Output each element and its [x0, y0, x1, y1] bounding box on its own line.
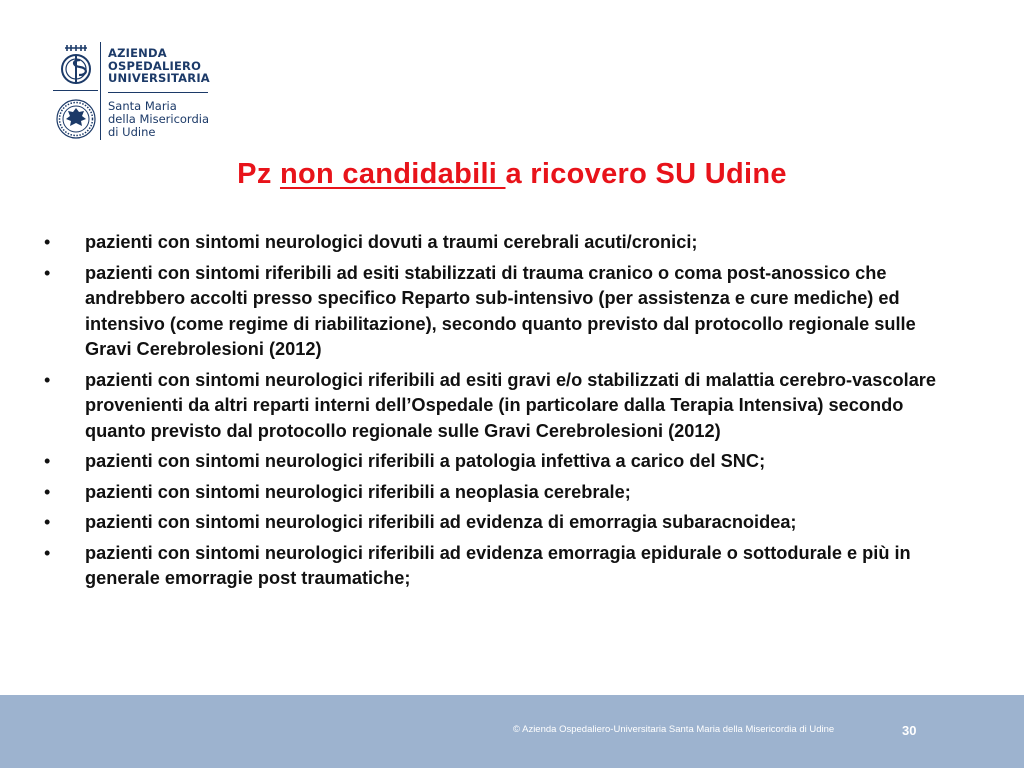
bullet-icon: • [44, 262, 51, 283]
list-item-text: pazienti con sintomi neurologici riferibili ad esiti gravi e/o stabilizzati di malattia cerebro-vascolare provenienti da altri reparti interni dell’Ospedale (in particolare dalla Terapia Intensiva) secondo quanto previsto dal protocollo regionale sulle Gravi Cerebrolesioni (2012) [85, 369, 937, 441]
university-seal-icon [55, 98, 97, 140]
logo-hospital-line: Santa Maria [108, 99, 177, 113]
page-number: 30 [902, 723, 917, 738]
logo-divider-left [53, 90, 98, 91]
list-item-text: pazienti con sintomi neurologici riferibili ad evidenza emorragia epidurale o sottodurale e più in generale emorragie post traumatiche; [85, 542, 911, 588]
bullet-icon: • [44, 512, 51, 532]
logo-org-line: UNIVERSITARIA [108, 71, 210, 85]
logo-hospital-name [108, 100, 209, 139]
title-suffix: a ricovero SU Udine [505, 158, 787, 190]
list-item-text: pazienti con sintomi neurologici riferibili a patologia infettiva a carico del SNC; [85, 451, 766, 471]
logo-org-line: AZIENDA [108, 46, 167, 60]
bullet-icon: • [44, 481, 51, 502]
list-item [44, 230, 964, 256]
list-item-text: pazienti con sintomi neurologici riferibili a neoplasia cerebrale; [85, 481, 631, 502]
list-item [44, 368, 964, 445]
copyright-text: © Azienda Ospedaliero-Universitaria Santa Maria della Misericordia di Udine [513, 724, 835, 735]
logo-divider-vertical [100, 42, 101, 140]
bullet-icon: • [44, 232, 51, 252]
logo-hospital-line: di Udine [108, 125, 156, 139]
footer-bar [0, 695, 1024, 768]
criteria-list [44, 230, 964, 597]
logo-hospital-line: della Misericordia [108, 112, 210, 126]
bullet-icon: • [44, 542, 51, 563]
bullet-icon: • [44, 451, 51, 471]
list-item [44, 510, 964, 536]
logo-divider-right [108, 92, 208, 93]
logo-org-line: OSPEDALIERO [108, 58, 202, 73]
list-item [44, 480, 964, 506]
list-item-text: pazienti con sintomi riferibili ad esiti stabilizzati di trauma cranico o coma post-anossico che andrebbero accolti presso specifico Reparto sub-intensivo (per assistenza e cure mediche) ed intensivo (come regime di riabilitazione), secondo quanto previsto dal protocollo regionale sulle Gravi Cerebrolesioni (2012) [85, 262, 916, 359]
bullet-icon: • [44, 369, 51, 390]
list-item [44, 541, 964, 592]
list-item-text: pazienti con sintomi neurologici riferibili ad evidenza di emorragia subaracnoidea; [85, 512, 797, 532]
title-prefix: Pz [237, 158, 280, 190]
aesculapius-emblem-icon [53, 44, 99, 88]
list-item [44, 261, 964, 363]
list-item [44, 449, 964, 475]
title-underlined: non candidabili [279, 158, 506, 190]
list-item-text: pazienti con sintomi neurologici dovuti a traumi cerebrali acuti/cronici; [85, 232, 698, 252]
slide-title [0, 158, 1024, 191]
logo-organization-name [108, 47, 210, 85]
